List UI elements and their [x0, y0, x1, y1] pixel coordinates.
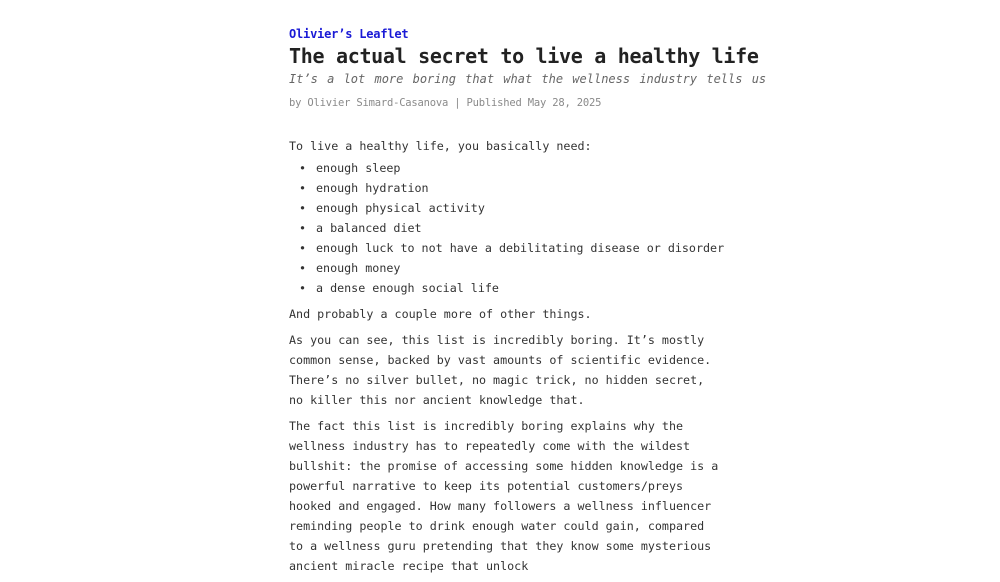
site-name-link[interactable]: Olivier’s Leaflet: [289, 27, 409, 41]
body-paragraph: And probably a couple more of other things.: [289, 307, 592, 321]
list-item: [289, 238, 725, 258]
bullet-icon: •: [299, 261, 307, 275]
list-item-text: enough luck to not have a debilitating disease or disorder: [316, 241, 725, 255]
list-item: [289, 278, 719, 298]
requirements-list: [289, 158, 725, 298]
article-body: [289, 136, 725, 582]
list-item: [289, 258, 719, 278]
article-byline: by Olivier Simard-Casanova | Published May 28, 2025: [289, 97, 602, 109]
article-subtitle: It’s a lot more boring that what the wellness industry tells us: [289, 72, 767, 86]
body-paragraph: The fact this list is incredibly boring explains why the wellness industry has to repeatedly come with the wildest bullshit: the promise of accessing some hidden knowledge is a powerful narrative to keep its potential customers/preys hooked and engaged. How many followers a wellness influencer reminding people to drink enough water could gain, compared to a wellness guru pretending that they know some mysterious ancient miracle recipe that unlock: [289, 419, 719, 573]
bullet-icon: •: [299, 281, 307, 295]
list-item: [289, 218, 719, 238]
list-item-text: enough hydration: [316, 181, 429, 195]
body-paragraph: As you can see, this list is incredibly boring. It’s mostly common sense, backed by vast amounts of scientific evidence. There’s no silver bullet, no magic trick, no hidden secret, no killer this nor ancient knowledge that.: [289, 333, 712, 407]
list-item: [289, 178, 719, 198]
list-item-text: enough sleep: [316, 161, 401, 175]
bullet-icon: •: [299, 161, 307, 175]
bullet-icon: •: [299, 181, 307, 195]
list-item-text: a dense enough social life: [316, 281, 499, 295]
bullet-icon: •: [299, 201, 307, 215]
list-item-text: enough money: [316, 261, 401, 275]
list-item: [289, 158, 719, 178]
bullet-icon: •: [299, 221, 307, 235]
list-item: [289, 198, 719, 218]
bullet-icon: •: [299, 241, 307, 255]
intro-paragraph: To live a healthy life, you basically need:: [289, 139, 592, 153]
list-item-text: enough physical activity: [316, 201, 485, 215]
article-title: The actual secret to live a healthy life: [289, 44, 759, 68]
list-item-text: a balanced diet: [316, 221, 422, 235]
